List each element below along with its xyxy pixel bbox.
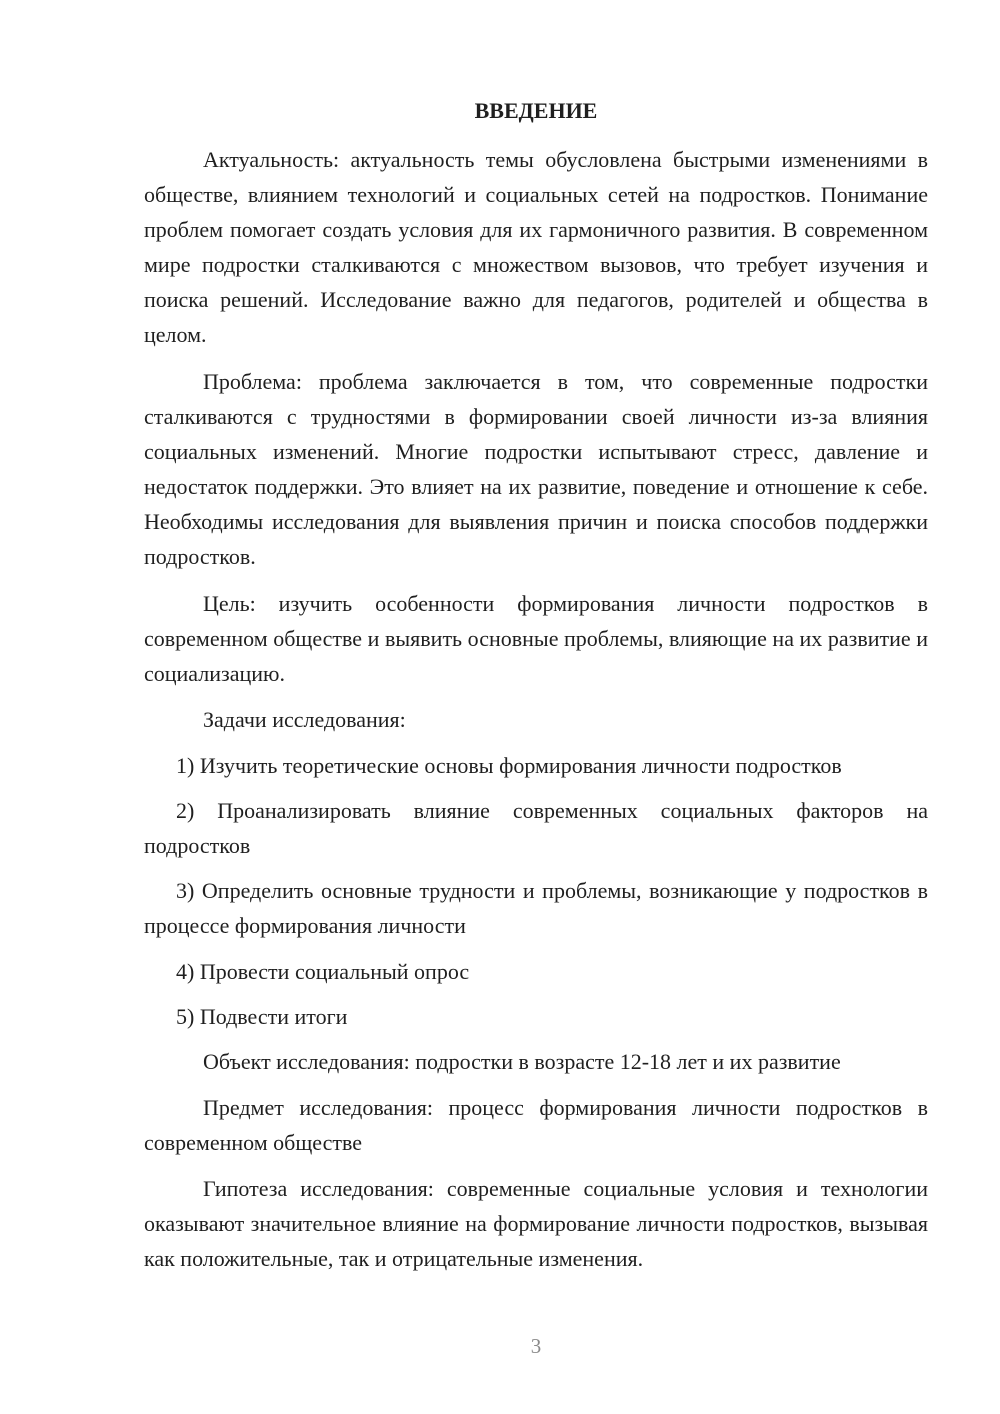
list-item: 4) Провести социальный опрос bbox=[176, 959, 470, 984]
object-block bbox=[144, 1044, 928, 1079]
tasks-heading-block bbox=[144, 702, 928, 737]
list-item: 1) Изучить теоретические основы формирования личности подростков bbox=[176, 753, 842, 778]
task-list-item-4 bbox=[144, 954, 928, 989]
problem-block bbox=[144, 364, 928, 574]
task-list-item-3 bbox=[144, 873, 928, 943]
subject-block bbox=[144, 1090, 928, 1160]
paragraph-hypothesis: Гипотеза исследования: современные социальные условия и технологии оказывают значительное влияние на формирование личности подростков, вызывая как положительные, так и отрицательные изменения. bbox=[144, 1176, 928, 1271]
task-list-item-1 bbox=[144, 748, 928, 783]
paragraph-object: Объект исследования: подростки в возрасте 12-18 лет и их развитие bbox=[203, 1049, 841, 1074]
hypothesis-block bbox=[144, 1171, 928, 1276]
paragraph-subject: Предмет исследования: процесс формирования личности подростков в современном обществе bbox=[144, 1095, 928, 1155]
list-item: 3) Определить основные трудности и проблемы, возникающие у подростков в процессе формирования личности bbox=[144, 878, 928, 938]
paragraph-goal: Цель: изучить особенности формирования личности подростков в современном обществе и выявить основные проблемы, влияющие на их развитие и социализацию. bbox=[144, 591, 928, 686]
task-list-item-5 bbox=[144, 999, 928, 1034]
paragraph-problem: Проблема: проблема заключается в том, что современные подростки сталкиваются с трудностями в формировании своей личности из-за влияния социальных изменений. Многие подростки испытывают стресс, давление и недостаток поддержки. Это влияет на их развитие, поведение и отношение к себе. Необходимы исследования для выявления причин и поиска способов поддержки подростков. bbox=[144, 369, 928, 569]
goal-block bbox=[144, 586, 928, 691]
list-item: 5) Подвести итоги bbox=[176, 1004, 348, 1029]
task-list-item-2 bbox=[144, 793, 928, 863]
paragraph-relevance: Актуальность: актуальность темы обусловлена быстрыми изменениями в обществе, влиянием технологий и социальных сетей на подростков. Понимание проблем помогает создать условия для их гармоничного развития. В современном мире подростки сталкиваются с множеством вызовов, что требует изучения и поиска решений. Исследование важно для педагогов, родителей и общества в целом. bbox=[144, 147, 928, 347]
paragraph-tasks-heading: Задачи исследования: bbox=[203, 707, 406, 732]
page-number: 3 bbox=[530, 1334, 542, 1358]
relevance-block bbox=[144, 142, 928, 352]
section-heading: ВВЕДЕНИЕ bbox=[474, 98, 598, 123]
list-item: 2) Проанализировать влияние современных социальных факторов на подростков bbox=[144, 798, 928, 858]
